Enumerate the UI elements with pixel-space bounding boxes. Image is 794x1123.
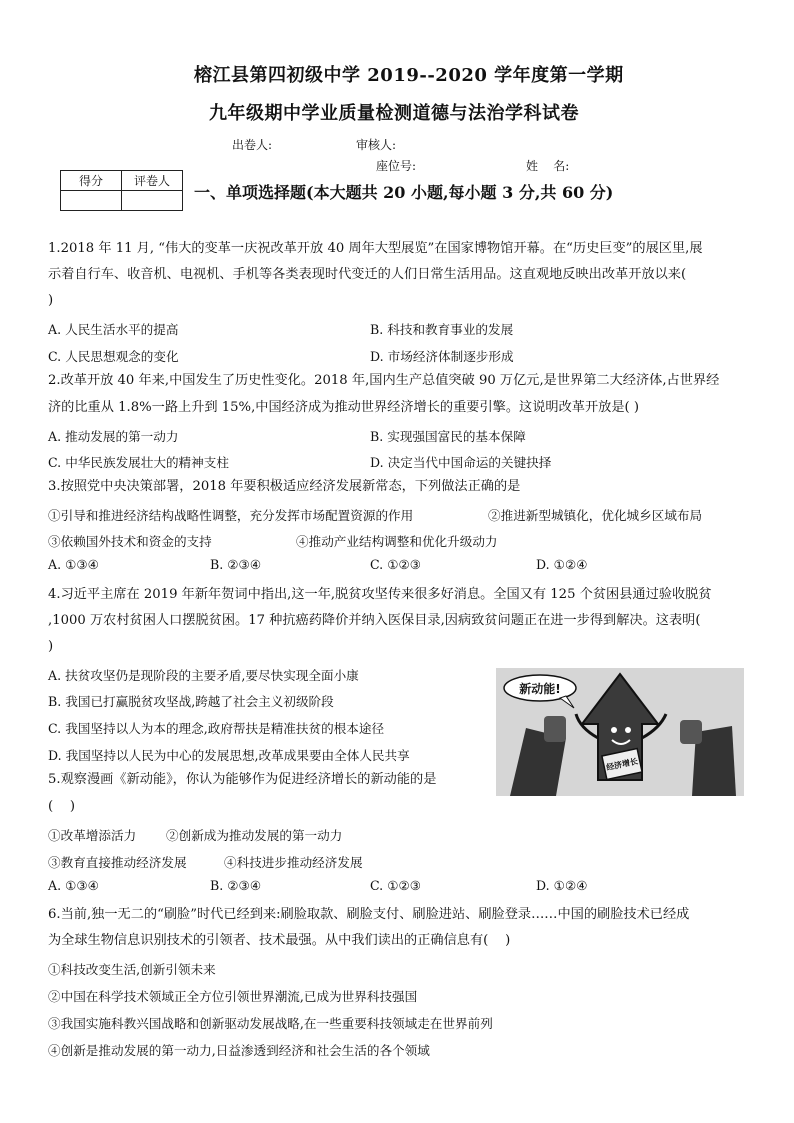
cartoon-drawing — [496, 668, 744, 796]
q2-option-d: D. 决定当代中国命运的关键抉择 — [370, 455, 552, 470]
q3-statement-4: ④推动产业结构调整和优化升级动力 — [296, 534, 498, 549]
q3-option-c: C. ①②③ — [370, 557, 422, 572]
q3-statement-2: ②推进新型城镇化，优化城乡区域布局 — [488, 508, 703, 523]
q1-option-c: C. 人民思想观念的变化 — [48, 349, 179, 364]
q3-option-d: D. ①②④ — [536, 557, 588, 572]
q5-statement-3: ③教育直接推动经济发展 — [48, 855, 187, 870]
q5-statement-1: ①改革增添活力 — [48, 828, 137, 843]
q5-option-a: A. ①③④ — [48, 878, 99, 893]
student-name-label: 姓 名: — [526, 159, 570, 173]
q4-stem-line1: 4.习近平主席在 2019 年新年贺词中指出,这一年,脱贫攻坚传来很多好消息。全国又有 125 个贫困县通过验收脱贫 — [48, 587, 712, 602]
score-header: 得分 — [61, 171, 122, 191]
q4-stem-line3: ) — [48, 639, 54, 654]
q2-stem-line1: 2.改革开放 40 年来,中国发生了历史性变化。2018 年,国内生产总值突破 90 万亿元,是世界第二大经济体,占世界经 — [48, 373, 720, 388]
q6-stem-line2: 为全球生物信息识别技术的引领者、技术最强。从中我们读出的正确信息有( ) — [48, 933, 511, 948]
q3-option-a: A. ①③④ — [48, 557, 99, 572]
section-heading: 一、单项选择题(本大题共 20 小题,每小题 3 分,共 60 分) — [194, 183, 614, 202]
author-label: 出卷人: — [232, 138, 273, 152]
q2-option-a: A. 推动发展的第一动力 — [48, 429, 179, 444]
seat-number-label: 座位号: — [376, 159, 417, 173]
cartoon-bubble-text: 新动能! — [519, 682, 561, 696]
q3-stem: 3.按照党中央决策部署，2018 年要积极适应经济发展新常态，下列做法正确的是 — [48, 479, 521, 494]
q1-option-a: A. 人民生活水平的提高 — [48, 322, 179, 337]
q5-statement-4: ④科技进步推动经济发展 — [224, 855, 363, 870]
q3-statement-3: ③依赖国外技术和资金的支持 — [48, 534, 212, 549]
q4-option-c: C. 我国坚持以人为本的理念,政府帮扶是精准扶贫的根本途径 — [48, 721, 385, 736]
q1-option-b: B. 科技和教育事业的发展 — [370, 322, 514, 337]
q1-option-d: D. 市场经济体制逐步形成 — [370, 349, 514, 364]
q2-option-b: B. 实现强国富民的基本保障 — [370, 429, 526, 444]
exam-title-line2: 九年级期中学业质量检测道德与法治学科试卷 — [209, 103, 579, 124]
q4-option-b: B. 我国已打赢脱贫攻坚战,跨越了社会主义初级阶段 — [48, 694, 334, 709]
q2-option-c: C. 中华民族发展壮大的精神支柱 — [48, 455, 229, 470]
q5-stem-line2: ( ) — [48, 799, 76, 814]
q5-stem-line1: 5.观察漫画《新动能》，你认为能够作为促进经济增长的新动能的是 — [48, 772, 437, 787]
q5-statement-2: ②创新成为推动发展的第一动力 — [166, 828, 343, 843]
cartoon-label-text: 经济增长 — [605, 756, 639, 773]
exam-title-line1: 榕江县第四初级中学 2019--2020 学年度第一学期 — [194, 65, 624, 86]
q4-option-a: A. 扶贫攻坚仍是现阶段的主要矛盾,要尽快实现全面小康 — [48, 668, 359, 683]
q5-option-d: D. ①②④ — [536, 878, 588, 893]
q6-stem-line1: 6.当前,独一无二的“刷脸”时代已经到来:刷脸取款、刷脸支付、刷脸进站、刷脸登录……中国的刷脸技术已经成 — [48, 907, 690, 922]
q6-statement-3: ③我国实施科教兴国战略和创新驱动发展战略,在一些重要科技领域走在世界前列 — [48, 1016, 493, 1031]
q4-stem-line2: ,1000 万农村贫困人口摆脱贫困。17 种抗癌药降价并纳入医保目录,因病致贫问题正在进一步得到解决。这表明( — [48, 613, 701, 628]
q6-statement-2: ②中国在科学技术领域正全方位引领世界潮流,已成为世界科技强国 — [48, 989, 418, 1004]
score-cell — [61, 191, 122, 211]
q4-option-d: D. 我国坚持以人民为中心的发展思想,改革成果要由全体人民共享 — [48, 748, 410, 763]
q1-stem-line1: 1.2018 年 11 月, “伟大的变革一庆祝改革开放 40 周年大型展览”在国家博物馆开幕。在“历史巨变”的展区里,展 — [48, 241, 703, 256]
q5-option-c: C. ①②③ — [370, 878, 422, 893]
q3-statement-1: ①引导和推进经济结构战略性调整，充分发挥市场配置资源的作用 — [48, 508, 414, 523]
new-momentum-cartoon — [496, 668, 744, 796]
grader-cell — [122, 191, 183, 211]
grader-header: 评卷人 — [122, 171, 183, 191]
q6-statement-4: ④创新是推动发展的第一动力,日益渗透到经济和社会生活的各个领域 — [48, 1043, 430, 1058]
q3-option-b: B. ②③④ — [210, 557, 262, 572]
q5-option-b: B. ②③④ — [210, 878, 262, 893]
q1-stem-line2: 示着自行车、收音机、电视机、手机等各类表现时代变迁的人们日常生活用品。这直观地反映出改革开放以来( — [48, 267, 687, 282]
q6-statement-1: ①科技改变生活,创新引领未来 — [48, 962, 216, 977]
reviewer-label: 审核人: — [356, 138, 397, 152]
score-table — [60, 170, 183, 211]
q2-stem-line2: 济的比重从 1.8%一路上升到 15%,中国经济成为推动世界经济增长的重要引擎。这说明改革开放是( ) — [48, 400, 639, 415]
q1-stem-line3: ) — [48, 293, 54, 308]
